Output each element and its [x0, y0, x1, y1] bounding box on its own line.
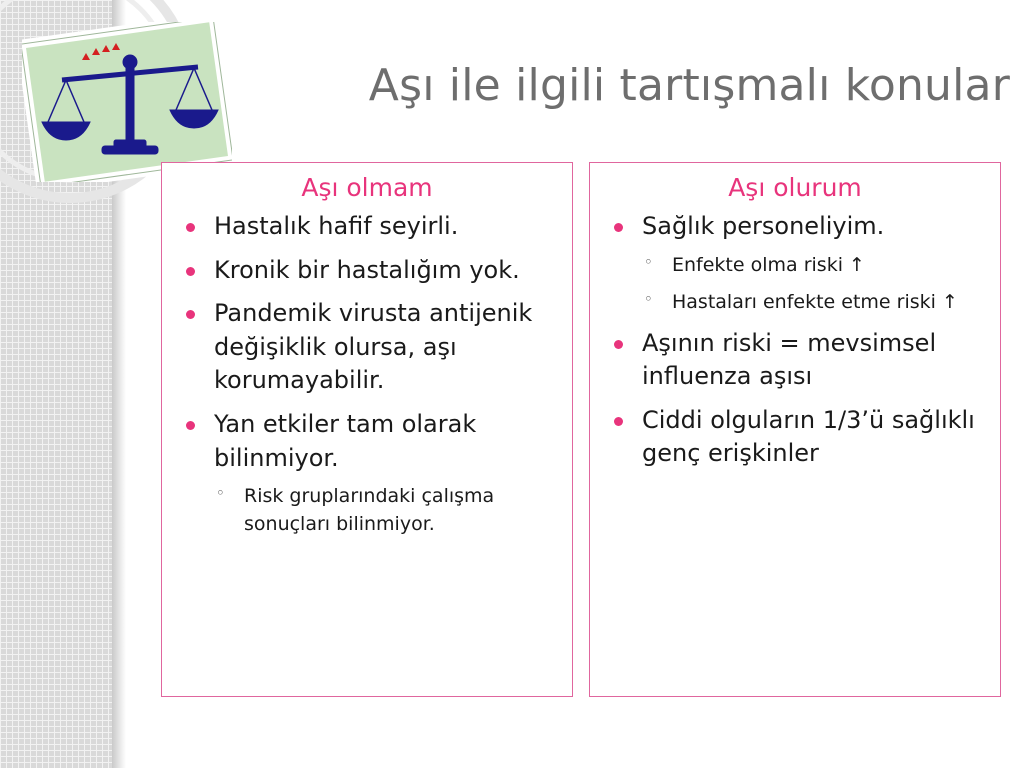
sub-list-item-text: Enfekte olma riski ↑ — [672, 253, 865, 276]
bullet-dot-icon — [186, 421, 195, 430]
list-item — [614, 327, 992, 394]
list-item-text: Ciddi olguların 1/3’ü sağlıklı genç erişkinler — [642, 405, 975, 468]
list-item-text: Hastalık hafif seyirli. — [214, 212, 459, 240]
left-bullet-list — [162, 210, 572, 538]
slide-title: Aşı ile ilgili tartışmalı konular — [368, 60, 1010, 111]
bullet-dot-icon — [614, 223, 623, 232]
bullet-dot-icon — [614, 340, 623, 349]
left-panel — [161, 162, 573, 697]
sub-bullet-ring-icon: ◦ — [216, 484, 225, 503]
list-item-text: Yan etkiler tam olarak bilinmiyor. — [214, 409, 477, 472]
sub-list-item-text: Hastaları enfekte etme riski ↑ — [672, 291, 958, 314]
sub-list-item — [642, 252, 992, 280]
sub-list-item-text: Risk gruplarındaki çalışma sonuçları bilinmiyor. — [244, 485, 495, 535]
left-sub-list — [214, 483, 564, 538]
bullet-dot-icon — [186, 267, 195, 276]
bullet-dot-icon — [614, 417, 623, 426]
right-panel-heading: Aşı olurum — [728, 173, 862, 202]
sub-bullet-ring-icon: ◦ — [644, 252, 653, 271]
left-panel-heading: Aşı olmam — [301, 173, 433, 202]
list-item — [614, 404, 992, 471]
sub-list-item — [642, 289, 992, 317]
sub-bullet-ring-icon: ◦ — [644, 290, 653, 309]
balance-scale-icon — [22, 22, 232, 182]
list-item — [186, 408, 564, 538]
list-item — [186, 254, 564, 288]
list-item — [186, 297, 564, 398]
sub-list-item — [214, 483, 564, 538]
bullet-dot-icon — [186, 310, 195, 319]
list-item-text: Pandemik virusta antijenik değişiklik olursa, aşı korumayabilir. — [214, 299, 533, 395]
list-item — [186, 210, 564, 244]
list-item-text: Kronik bir hastalığım yok. — [214, 255, 520, 284]
right-panel — [589, 162, 1001, 697]
right-sub-list — [642, 252, 992, 317]
list-item — [614, 210, 992, 317]
list-item-text: Aşının riski = mevsimsel influenza aşısı — [642, 328, 937, 391]
list-item-text: Sağlık personeliyim. — [642, 212, 885, 240]
bullet-dot-icon — [186, 223, 195, 232]
right-bullet-list — [590, 210, 1000, 471]
